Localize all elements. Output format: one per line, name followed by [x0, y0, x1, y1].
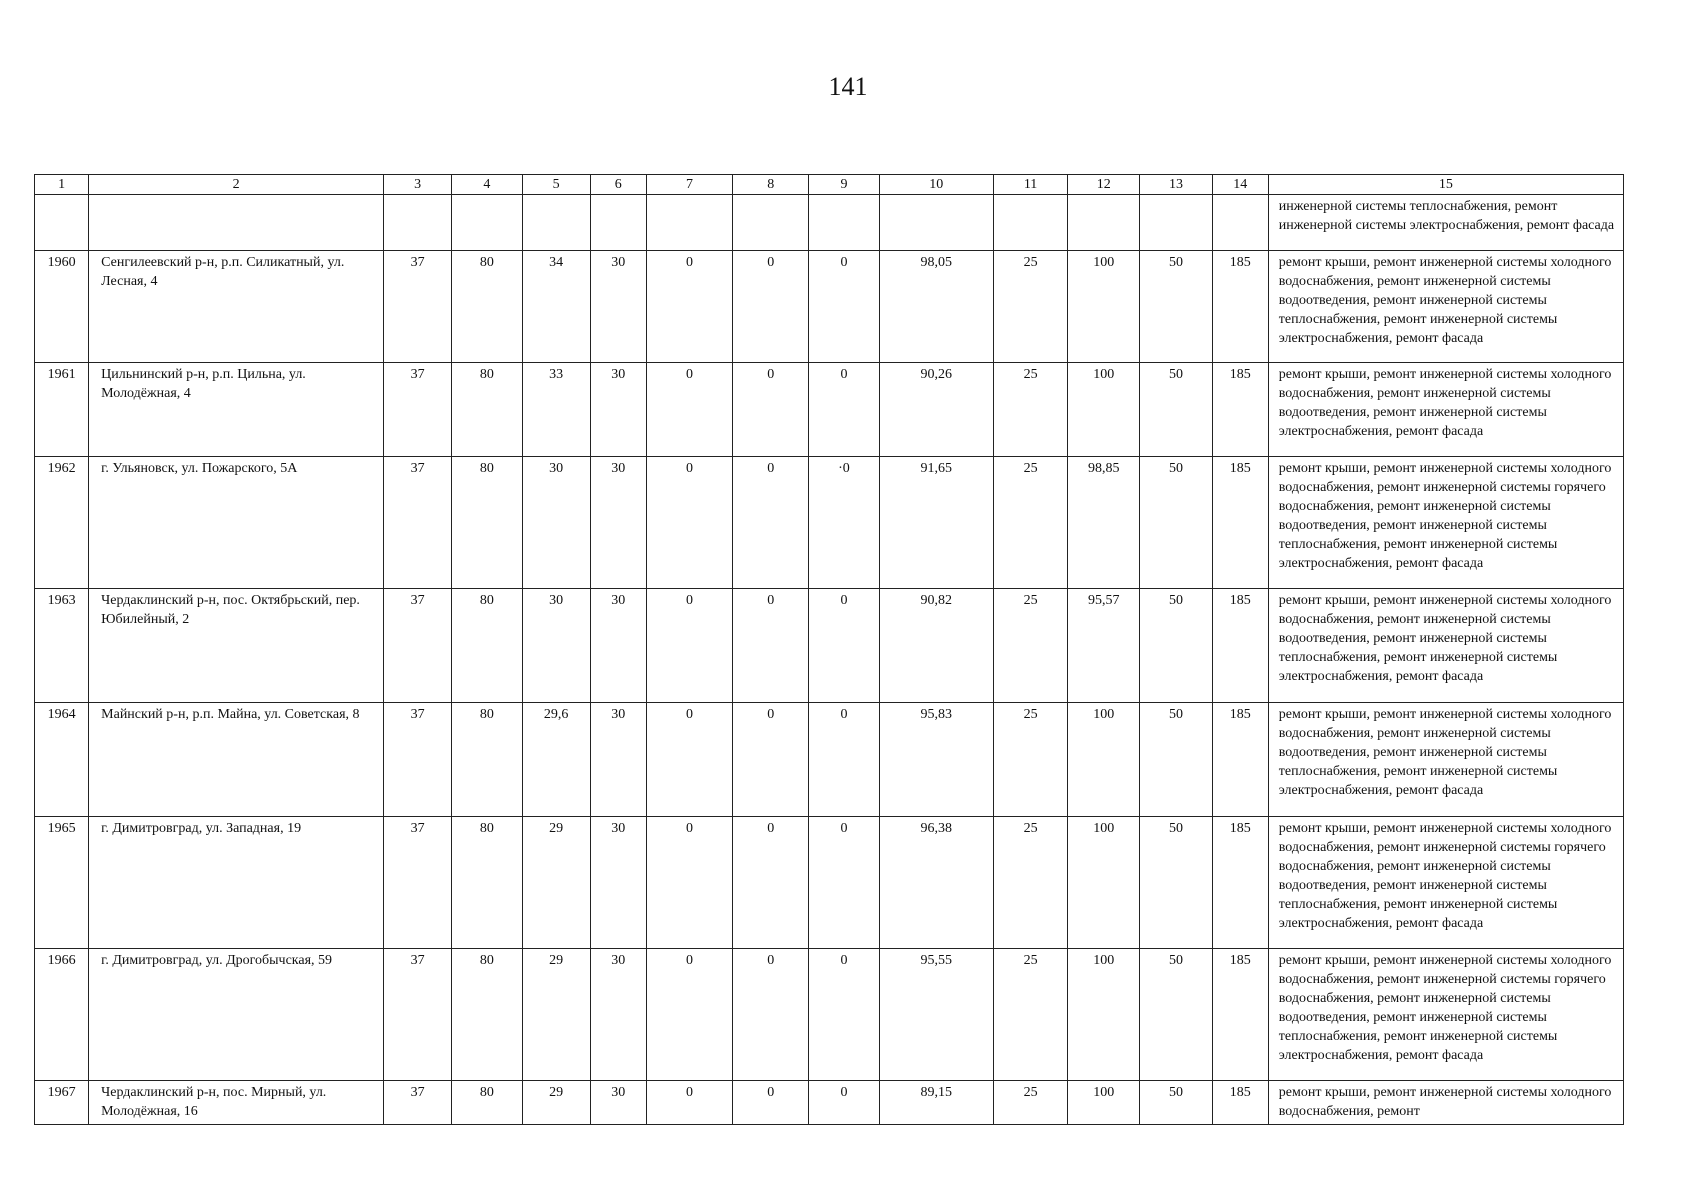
row-number-cell: 1964 — [35, 703, 89, 817]
continuation-empty-cell — [993, 195, 1067, 251]
works-cell: ремонт крыши, ремонт инженерной системы холодного водоснабжения, ремонт инженерной системы водоотведения, ремонт инженерной системы электроснабжения, ремонт фасада — [1268, 363, 1623, 457]
col-10-cell: 98,05 — [879, 251, 993, 363]
col-8-cell: 0 — [733, 363, 809, 457]
col-13-cell: 50 — [1140, 1081, 1212, 1125]
col-14-cell: 185 — [1212, 589, 1268, 703]
col-7-cell: 0 — [646, 703, 732, 817]
col-14-cell: 185 — [1212, 457, 1268, 589]
col-5-cell: 29,6 — [522, 703, 590, 817]
col-7-cell: 0 — [646, 251, 732, 363]
header-cell-9: 9 — [809, 175, 879, 195]
works-cell: ремонт крыши, ремонт инженерной системы холодного водоснабжения, ремонт инженерной системы горячего водоснабжения, ремонт инженерной системы водоотведения, ремонт инженерной системы теплоснабжения, ремонт инженерной системы электроснабжения, ремонт фасада — [1268, 817, 1623, 949]
col-13-cell: 50 — [1140, 589, 1212, 703]
header-cell-1: 1 — [35, 175, 89, 195]
header-cell-10: 10 — [879, 175, 993, 195]
col-8-cell: 0 — [733, 457, 809, 589]
col-12-cell: 100 — [1068, 703, 1140, 817]
continuation-empty-cell — [1212, 195, 1268, 251]
header-row — [35, 175, 1624, 195]
table-row — [35, 457, 1624, 589]
col-5-cell: 33 — [522, 363, 590, 457]
col-11-cell: 25 — [993, 457, 1067, 589]
col-6-cell: 30 — [590, 703, 646, 817]
col-14-cell: 185 — [1212, 817, 1268, 949]
works-cell: ремонт крыши, ремонт инженерной системы холодного водоснабжения, ремонт инженерной системы водоотведения, ремонт инженерной системы теплоснабжения, ремонт инженерной системы электроснабжения, ремонт фасада — [1268, 703, 1623, 817]
col-11-cell: 25 — [993, 363, 1067, 457]
col-7-cell: 0 — [646, 457, 732, 589]
continuation-empty-cell — [879, 195, 993, 251]
col-3-cell: 37 — [384, 363, 452, 457]
table-row — [35, 251, 1624, 363]
col-13-cell: 50 — [1140, 949, 1212, 1081]
col-11-cell: 25 — [993, 1081, 1067, 1125]
row-number-cell: 1967 — [35, 1081, 89, 1125]
col-10-cell: 95,55 — [879, 949, 993, 1081]
register-table — [34, 174, 1624, 1125]
row-number-cell: 1963 — [35, 589, 89, 703]
col-6-cell: 30 — [590, 457, 646, 589]
col-3-cell: 37 — [384, 457, 452, 589]
register-table-container — [34, 174, 1624, 1125]
header-cell-6: 6 — [590, 175, 646, 195]
header-cell-12: 12 — [1068, 175, 1140, 195]
col-9-cell: 0 — [809, 703, 879, 817]
works-cell: ремонт крыши, ремонт инженерной системы холодного водоснабжения, ремонт инженерной системы горячего водоснабжения, ремонт инженерной системы водоотведения, ремонт инженерной системы теплоснабжения, ремонт инженерной системы электроснабжения, ремонт фасада — [1268, 949, 1623, 1081]
col-10-cell: 90,26 — [879, 363, 993, 457]
address-cell: Майнский р-н, р.п. Майна, ул. Советская, 8 — [89, 703, 384, 817]
col-7-cell: 0 — [646, 363, 732, 457]
col-10-cell: 95,83 — [879, 703, 993, 817]
col-3-cell: 37 — [384, 817, 452, 949]
col-4-cell: 80 — [452, 1081, 522, 1125]
col-6-cell: 30 — [590, 1081, 646, 1125]
col-4-cell: 80 — [452, 817, 522, 949]
col-10-cell: 96,38 — [879, 817, 993, 949]
col-7-cell: 0 — [646, 589, 732, 703]
continuation-empty-cell — [733, 195, 809, 251]
col-7-cell: 0 — [646, 1081, 732, 1125]
col-11-cell: 25 — [993, 251, 1067, 363]
col-4-cell: 80 — [452, 589, 522, 703]
header-cell-11: 11 — [993, 175, 1067, 195]
header-cell-7: 7 — [646, 175, 732, 195]
address-cell: г. Ульяновск, ул. Пожарского, 5А — [89, 457, 384, 589]
col-11-cell: 25 — [993, 817, 1067, 949]
row-number-cell: 1965 — [35, 817, 89, 949]
col-12-cell: 100 — [1068, 817, 1140, 949]
col-12-cell: 100 — [1068, 363, 1140, 457]
header-cell-15: 15 — [1268, 175, 1623, 195]
continuation-works-cell: инженерной системы теплоснабжения, ремонт инженерной системы электроснабжения, ремонт фасада — [1268, 195, 1623, 251]
row-number-cell: 1961 — [35, 363, 89, 457]
col-8-cell: 0 — [733, 589, 809, 703]
table-row — [35, 949, 1624, 1081]
col-14-cell: 185 — [1212, 251, 1268, 363]
col-4-cell: 80 — [452, 703, 522, 817]
continuation-empty-cell — [35, 195, 89, 251]
col-8-cell: 0 — [733, 251, 809, 363]
col-14-cell: 185 — [1212, 949, 1268, 1081]
col-8-cell: 0 — [733, 703, 809, 817]
address-cell: г. Димитровград, ул. Дрогобычская, 59 — [89, 949, 384, 1081]
col-4-cell: 80 — [452, 363, 522, 457]
col-14-cell: 185 — [1212, 363, 1268, 457]
col-10-cell: 89,15 — [879, 1081, 993, 1125]
col-5-cell: 30 — [522, 457, 590, 589]
col-14-cell: 185 — [1212, 703, 1268, 817]
continuation-empty-cell — [809, 195, 879, 251]
col-6-cell: 30 — [590, 817, 646, 949]
col-4-cell: 80 — [452, 457, 522, 589]
col-13-cell: 50 — [1140, 817, 1212, 949]
col-9-cell: 0 — [809, 251, 879, 363]
col-5-cell: 34 — [522, 251, 590, 363]
col-12-cell: 100 — [1068, 949, 1140, 1081]
address-cell: Чердаклинский р-н, пос. Октябрьский, пер. Юбилейный, 2 — [89, 589, 384, 703]
col-7-cell: 0 — [646, 949, 732, 1081]
row-number-cell: 1966 — [35, 949, 89, 1081]
col-12-cell: 95,57 — [1068, 589, 1140, 703]
col-3-cell: 37 — [384, 251, 452, 363]
col-9-cell: 0 — [809, 363, 879, 457]
works-cell: ремонт крыши, ремонт инженерной системы холодного водоснабжения, ремонт — [1268, 1081, 1623, 1125]
page-number: 141 — [828, 72, 868, 101]
col-10-cell: 90,82 — [879, 589, 993, 703]
col-9-cell: 0 — [809, 817, 879, 949]
col-12-cell: 98,85 — [1068, 457, 1140, 589]
col-13-cell: 50 — [1140, 363, 1212, 457]
col-3-cell: 37 — [384, 1081, 452, 1125]
col-8-cell: 0 — [733, 817, 809, 949]
col-11-cell: 25 — [993, 703, 1067, 817]
col-14-cell: 185 — [1212, 1081, 1268, 1125]
col-9-cell: 0 — [809, 949, 879, 1081]
col-9-cell: ·0 — [809, 457, 879, 589]
col-10-cell: 91,65 — [879, 457, 993, 589]
address-cell: г. Димитровград, ул. Западная, 19 — [89, 817, 384, 949]
col-13-cell: 50 — [1140, 251, 1212, 363]
continuation-empty-cell — [646, 195, 732, 251]
address-cell: Сенгилеевский р-н, р.п. Силикатный, ул. Лесная, 4 — [89, 251, 384, 363]
col-12-cell: 100 — [1068, 1081, 1140, 1125]
col-3-cell: 37 — [384, 949, 452, 1081]
table-body — [35, 175, 1624, 1125]
header-cell-3: 3 — [384, 175, 452, 195]
continuation-empty-cell — [452, 195, 522, 251]
table-row — [35, 1081, 1624, 1125]
col-8-cell: 0 — [733, 949, 809, 1081]
header-cell-13: 13 — [1140, 175, 1212, 195]
works-cell: ремонт крыши, ремонт инженерной системы холодного водоснабжения, ремонт инженерной системы водоотведения, ремонт инженерной системы теплоснабжения, ремонт инженерной системы электроснабжения, ремонт фасада — [1268, 589, 1623, 703]
table-row — [35, 817, 1624, 949]
col-4-cell: 80 — [452, 949, 522, 1081]
header-cell-8: 8 — [733, 175, 809, 195]
col-5-cell: 30 — [522, 589, 590, 703]
address-cell: Чердаклинский р-н, пос. Мирный, ул. Молодёжная, 16 — [89, 1081, 384, 1125]
col-3-cell: 37 — [384, 703, 452, 817]
header-cell-4: 4 — [452, 175, 522, 195]
col-8-cell: 0 — [733, 1081, 809, 1125]
col-13-cell: 50 — [1140, 703, 1212, 817]
col-6-cell: 30 — [590, 363, 646, 457]
continuation-empty-cell — [590, 195, 646, 251]
col-11-cell: 25 — [993, 589, 1067, 703]
address-cell: Цильнинский р-н, р.п. Цильна, ул. Молодёжная, 4 — [89, 363, 384, 457]
header-cell-14: 14 — [1212, 175, 1268, 195]
row-number-cell: 1962 — [35, 457, 89, 589]
col-4-cell: 80 — [452, 251, 522, 363]
col-5-cell: 29 — [522, 1081, 590, 1125]
continuation-empty-cell — [522, 195, 590, 251]
col-11-cell: 25 — [993, 949, 1067, 1081]
works-cell: ремонт крыши, ремонт инженерной системы холодного водоснабжения, ремонт инженерной системы водоотведения, ремонт инженерной системы теплоснабжения, ремонт инженерной системы электроснабжения, ремонт фасада — [1268, 251, 1623, 363]
table-row — [35, 589, 1624, 703]
col-6-cell: 30 — [590, 949, 646, 1081]
continuation-row — [35, 195, 1624, 251]
col-13-cell: 50 — [1140, 457, 1212, 589]
continuation-empty-cell — [384, 195, 452, 251]
works-cell: ремонт крыши, ремонт инженерной системы холодного водоснабжения, ремонт инженерной системы горячего водоснабжения, ремонт инженерной системы водоотведения, ремонт инженерной системы теплоснабжения, ремонт инженерной системы электроснабжения, ремонт фасада — [1268, 457, 1623, 589]
col-5-cell: 29 — [522, 817, 590, 949]
header-cell-2: 2 — [89, 175, 384, 195]
col-9-cell: 0 — [809, 589, 879, 703]
table-row — [35, 703, 1624, 817]
header-cell-5: 5 — [522, 175, 590, 195]
continuation-empty-cell — [1068, 195, 1140, 251]
continuation-empty-cell — [89, 195, 384, 251]
table-row — [35, 363, 1624, 457]
col-3-cell: 37 — [384, 589, 452, 703]
col-7-cell: 0 — [646, 817, 732, 949]
col-6-cell: 30 — [590, 251, 646, 363]
col-12-cell: 100 — [1068, 251, 1140, 363]
row-number-cell: 1960 — [35, 251, 89, 363]
col-6-cell: 30 — [590, 589, 646, 703]
col-9-cell: 0 — [809, 1081, 879, 1125]
continuation-empty-cell — [1140, 195, 1212, 251]
col-5-cell: 29 — [522, 949, 590, 1081]
